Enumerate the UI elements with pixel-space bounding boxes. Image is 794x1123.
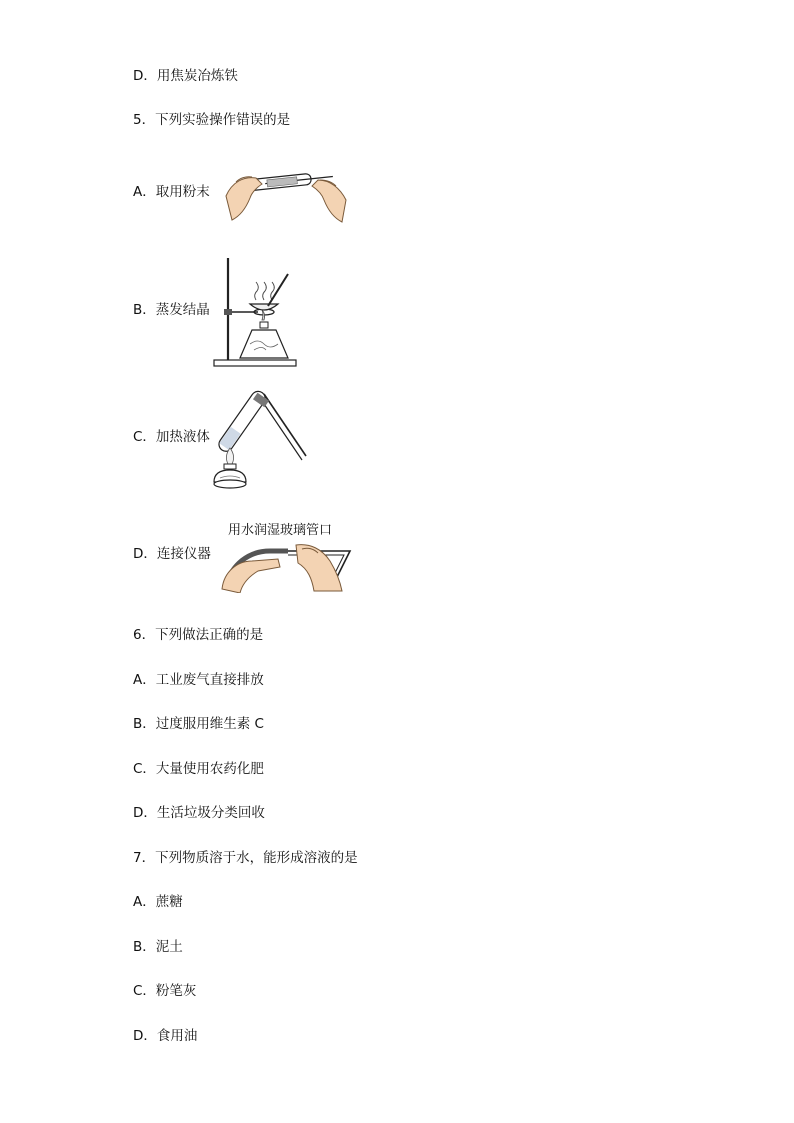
q4-option-d: D．用焦炭冶炼铁	[133, 68, 238, 84]
figure-d-caption: 用水润湿玻璃管口	[228, 523, 333, 538]
q5-option-d: D．连接仪器	[133, 546, 211, 562]
q7-option-b: B．泥土	[133, 939, 183, 955]
q7-option-c: C．粉笔灰	[133, 983, 197, 999]
q7-stem: 7．下列物质溶于水，能形成溶液的是	[133, 850, 358, 866]
q5-option-b: B．蒸发结晶	[133, 302, 210, 318]
q6-stem: 6．下列做法正确的是	[133, 627, 264, 643]
q5-stem: 5．下列实验操作错误的是	[133, 112, 291, 128]
q7-option-a: A．蔗糖	[133, 894, 183, 910]
q6-option-c: C．大量使用农药化肥	[133, 761, 264, 777]
q6-option-b: B．过度服用维生素 C	[133, 716, 264, 732]
q7-option-d: D．食用油	[133, 1028, 198, 1044]
q6-option-a: A．工业废气直接排放	[133, 672, 264, 688]
q5-option-a: A．取用粉末	[133, 184, 210, 200]
evaporation-figure	[210, 254, 302, 370]
liquid-heating-figure	[204, 386, 312, 492]
q5-option-c: C．加热液体	[133, 429, 210, 445]
apparatus-connection-figure	[218, 537, 358, 593]
q6-option-d: D．生活垃圾分类回收	[133, 805, 265, 821]
powder-taking-figure	[222, 160, 350, 224]
